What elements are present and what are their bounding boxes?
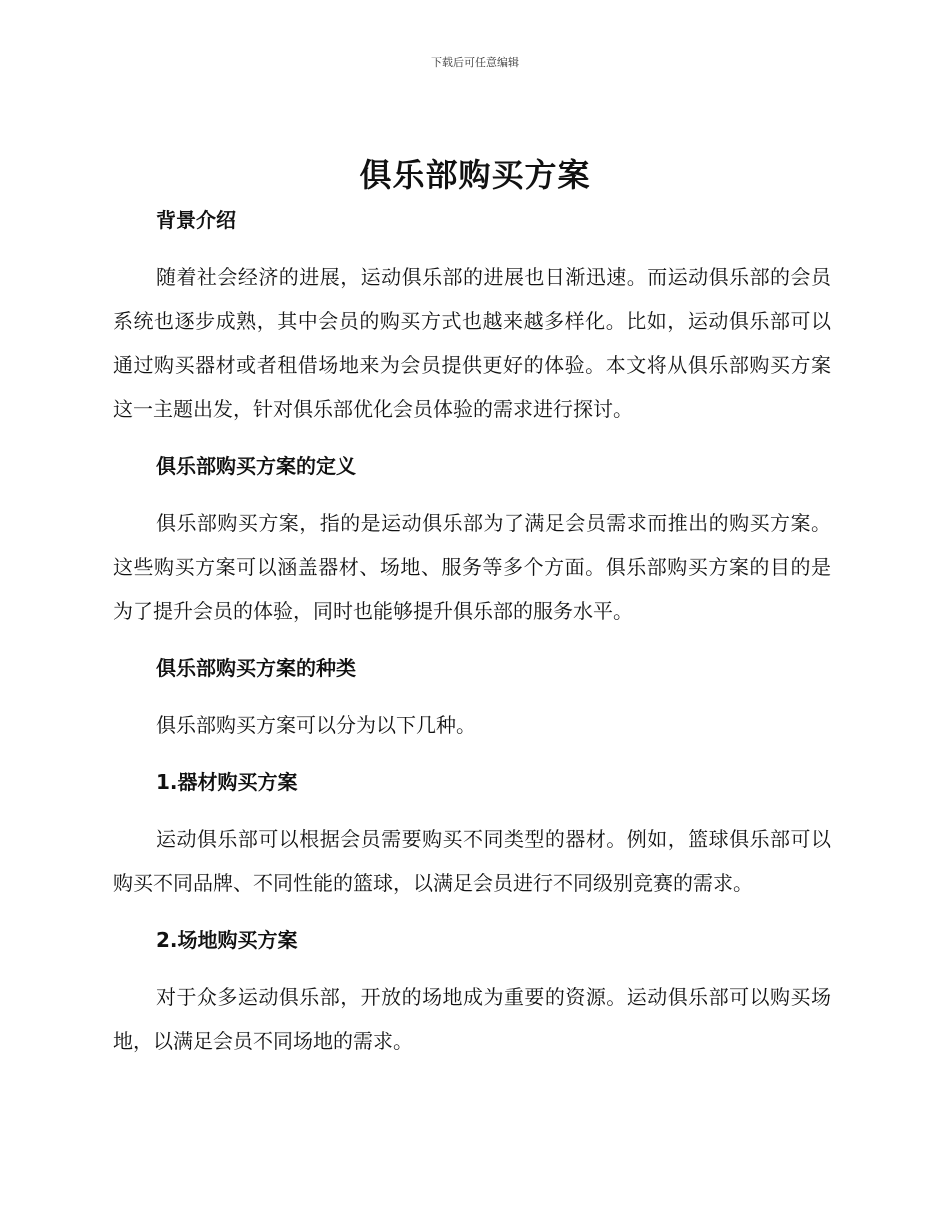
- section-heading-background: 背景介绍: [156, 208, 236, 232]
- section-heading-venue: 2.场地购买方案: [156, 928, 298, 952]
- document-title: 俱乐部购买方案: [359, 156, 591, 194]
- document-body: [113, 205, 831, 1063]
- section-paragraph-venue: 对于众多运动俱乐部，开放的场地成为重要的资源。运动俱乐部可以购买场地，以满足会员不同场地的需求。: [113, 985, 831, 1053]
- header-note: 下载后可任意编辑: [431, 56, 519, 69]
- section-paragraph-background: 随着社会经济的进展，运动俱乐部的进展也日渐迅速。而运动俱乐部的会员系统也逐步成熟，其中会员的购买方式也越来越多样化。比如，运动俱乐部可以通过购买器材或者租借场地来为会员提供更好的体验。本文将从俱乐部购买方案这一主题出发，针对俱乐部优化会员体验的需求进行探讨。: [113, 265, 831, 421]
- section-heading-definition: 俱乐部购买方案的定义: [156, 454, 356, 478]
- section-heading-equipment: 1.器材购买方案: [156, 770, 298, 794]
- section-heading-kinds: 俱乐部购买方案的种类: [156, 656, 356, 680]
- section-paragraph-kinds: 俱乐部购买方案可以分为以下几种。: [156, 713, 476, 737]
- section-paragraph-definition: 俱乐部购买方案，指的是运动俱乐部为了满足会员需求而推出的购买方案。这些购买方案可以涵盖器材、场地、服务等多个方面。俱乐部购买方案的目的是为了提升会员的体验，同时也能够提升俱乐部的服务水平。: [113, 511, 831, 623]
- section-paragraph-equipment: 运动俱乐部可以根据会员需要购买不同类型的器材。例如，篮球俱乐部可以购买不同品牌、不同性能的篮球，以满足会员进行不同级别竞赛的需求。: [113, 827, 831, 895]
